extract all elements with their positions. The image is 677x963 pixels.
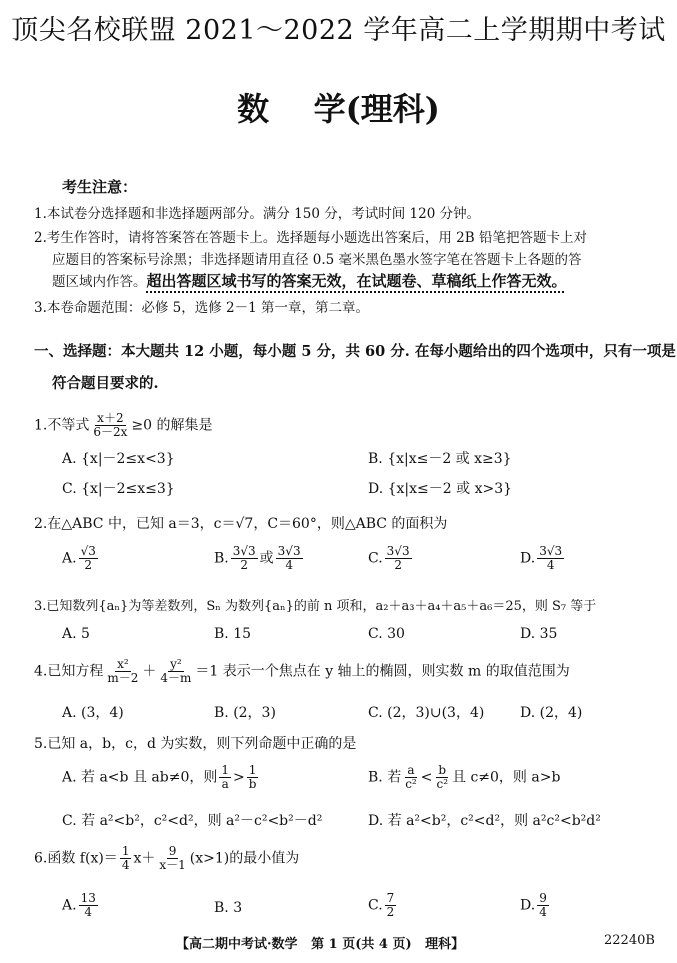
q2-option-c	[368, 545, 414, 572]
q5-b-lt: <	[420, 769, 433, 786]
q5-b-fraction-1	[403, 764, 419, 791]
q5-a-fraction-1	[219, 764, 231, 791]
q6-c-label: C.	[368, 897, 383, 914]
q5-a-n1: 1	[221, 763, 229, 777]
q5-option-d: D. 若 a²<b²，c²<d²，则 a²c²<b²d²	[368, 813, 601, 829]
q6-post: (x>1)的最小值为	[189, 850, 300, 867]
q5-b-pre: B. 若	[368, 769, 402, 786]
q5-b-n1: a	[407, 763, 415, 777]
q5-b-post: 且 c≠0，则 a>b	[452, 769, 561, 786]
q1-option-a: A. {x|－2≤x<3}	[62, 451, 175, 467]
q2-b-num2: 3√3	[277, 544, 301, 558]
q4-num2: y²	[170, 657, 182, 671]
page-footer: 【高二期中考试·数学 第 1 页(共 4 页) 理科】	[176, 937, 465, 952]
q6-a-fraction	[79, 892, 98, 919]
q4-option-a: A. (3，4)	[62, 705, 124, 721]
q6-option-b: B. 3	[214, 900, 243, 916]
q2-c-num: 3√3	[386, 544, 410, 558]
q2-option-b	[214, 545, 305, 572]
q1-pre: 1.不等式	[34, 417, 90, 434]
question-4	[34, 658, 570, 685]
q3-option-b: B. 15	[214, 626, 252, 642]
q5-b-d2: c²	[436, 777, 448, 792]
q5-b-n2: b	[438, 763, 447, 777]
notice-item-2-cont: 应题目的答案标号涂黑；非选择题请用直径 0.5 毫米黑色墨水签字笔在答题卡上各题的答	[52, 252, 582, 268]
q6-pre: 6.函数 f(x)＝	[34, 850, 118, 867]
q4-post: ＝1 表示一个焦点在 y 轴上的椭圆，则实数 m 的取值范围为	[195, 663, 570, 680]
q5-a-gt: >	[233, 769, 245, 786]
q2-b-fraction-2	[276, 545, 303, 572]
q2-b-den2: 4	[285, 558, 293, 573]
q4-option-d: D. (2，4)	[520, 705, 583, 721]
q5-a-pre: A. 若 a<b 且 ab≠0，则	[62, 769, 218, 786]
q6-d2: x－1	[159, 858, 186, 873]
question-2: 2.在△ABC 中，已知 a＝3，c＝√7，C＝60°，则△ABC 的面积为	[34, 516, 448, 532]
q4-fraction-2	[158, 658, 193, 685]
q4-num1: x²	[117, 657, 129, 671]
q4-fraction-1	[105, 658, 140, 685]
q5-b-fraction-2	[434, 764, 450, 791]
q2-b-num1: 3√3	[232, 544, 256, 558]
q3-option-a: A. 5	[62, 626, 90, 642]
q6-d-den: 4	[539, 905, 547, 920]
q4-pre: 4.已知方程	[34, 663, 104, 680]
q6-mid: x＋	[133, 850, 156, 867]
question-5: 5.已知 a，b，c，d 为实数，则下列命题中正确的是	[34, 736, 357, 752]
q2-option-a	[62, 545, 100, 572]
q5-option-c: C. 若 a²<b²，c²<d²，则 a²－c²<b²－d²	[62, 813, 323, 829]
q6-c-den: 2	[386, 905, 395, 920]
q6-option-a	[62, 892, 100, 919]
q2-b-label: B.	[214, 550, 229, 567]
q2-b-den1: 2	[240, 558, 249, 573]
q1-post: ≥0 的解集是	[131, 417, 213, 434]
q2-d-fraction	[537, 545, 564, 572]
q1-den: 6－2x	[93, 425, 128, 440]
notice-heading: 考生注意：	[62, 178, 138, 196]
q4-den2: 4－m	[160, 671, 192, 686]
q1-option-c: C. {x|－2≤x≤3}	[62, 481, 175, 497]
notice-item-2-end	[52, 270, 567, 291]
exam-title: 顶尖名校联盟 2021～2022 学年高二上学期期中考试	[11, 15, 666, 46]
q6-c-num: 7	[386, 891, 395, 905]
q6-a-den: 4	[84, 905, 93, 920]
q6-n2: 9	[168, 844, 177, 858]
q6-fraction-2	[157, 845, 187, 872]
q5-a-fraction-2	[247, 764, 259, 791]
q4-option-c: C. (2，3)∪(3，4)	[368, 705, 485, 721]
q4-option-b: B. (2，3)	[214, 705, 276, 721]
exam-code: 22240B	[604, 933, 655, 948]
notice-item-1: 1.本试卷分选择题和非选择题两部分。满分 150 分，考试时间 120 分钟。	[34, 206, 481, 222]
q5-option-a	[62, 764, 260, 791]
q2-a-den: 2	[84, 558, 93, 573]
q6-c-fraction	[385, 892, 397, 919]
q1-option-b: B. {x|x≤－2 或 x≥3}	[368, 451, 512, 467]
q6-a-num: 13	[80, 891, 96, 905]
q2-option-d	[520, 545, 566, 572]
q6-d1: 4	[121, 858, 130, 873]
q4-den1: m－2	[107, 671, 139, 686]
question-6	[34, 845, 299, 872]
q2-c-label: C.	[368, 550, 383, 567]
q1-num: x＋2	[97, 411, 124, 425]
q2-d-num: 3√3	[539, 544, 563, 558]
q6-d-fraction	[537, 892, 549, 919]
question-1	[34, 412, 213, 439]
notice-item-2-end-text: 题区域内作答。	[52, 274, 147, 290]
section-heading-cont: 符合题目要求的.	[52, 375, 159, 392]
q2-d-den: 4	[546, 558, 555, 573]
q5-a-d1: a	[221, 777, 229, 792]
q2-a-fraction	[79, 545, 98, 572]
q2-d-label: D.	[520, 550, 536, 567]
q5-a-d2: b	[248, 777, 257, 792]
q2-b-fraction-1	[231, 545, 258, 572]
q1-option-d: D. {x|x≤－2 或 x>3}	[368, 481, 513, 497]
subject-title: 数 学(理科)	[237, 90, 440, 128]
q6-fraction-1	[120, 845, 132, 872]
q6-n1: 1	[121, 844, 130, 858]
q5-a-n2: 1	[248, 763, 257, 777]
q4-plus: ＋	[142, 663, 157, 680]
q5-b-d1: c²	[405, 777, 417, 792]
q5-option-b	[368, 764, 560, 791]
q2-c-den: 2	[394, 558, 402, 573]
q6-option-c	[368, 892, 398, 919]
q6-d-num: 9	[539, 891, 547, 905]
q2-a-label: A.	[62, 550, 77, 567]
q6-d-label: D.	[520, 897, 536, 914]
notice-emphasis: 超出答题区域书写的答案无效，在试题卷、草稿纸上作答无效。	[146, 272, 567, 290]
notice-item-2: 2.考生作答时，请将答案答在答题卡上。选择题每小题选出答案后，用 2B 铅笔把答题卡上对	[34, 230, 587, 246]
section-heading: 一、选择题：本大题共 12 小题，每小题 5 分，共 60 分. 在每小题给出的四个选项中，只有一项是	[34, 343, 676, 360]
q2-c-fraction	[385, 545, 412, 572]
q3-option-c: C. 30	[368, 626, 405, 642]
q6-a-label: A.	[62, 897, 77, 914]
notice-item-3: 3.本卷命题范围：必修 5，选修 2－1 第一章，第二章。	[34, 300, 370, 316]
q3-option-d: D. 35	[520, 626, 558, 642]
q1-fraction	[91, 412, 129, 439]
question-3: 3.已知数列{aₙ}为等差数列，Sₙ 为数列{aₙ}的前 n 项和，a₂＋a₃＋a₄＋a₅＋a₆＝25，则 S₇ 等于	[34, 599, 597, 614]
q2-a-num: √3	[80, 544, 96, 558]
q6-option-d	[520, 892, 551, 919]
q2-b-mid: 或	[259, 550, 274, 567]
